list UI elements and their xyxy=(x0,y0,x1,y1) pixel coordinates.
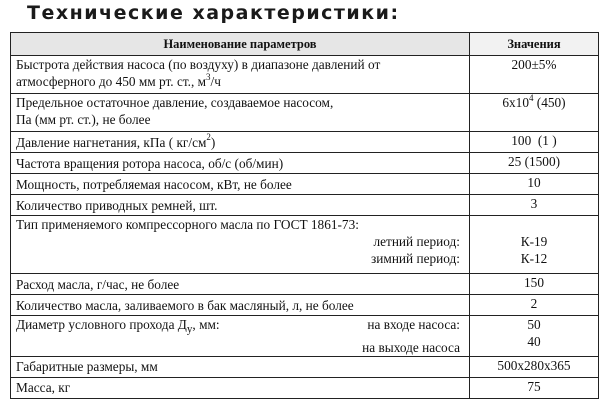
table-row xyxy=(11,174,599,195)
sub-label-winter: зимний период: xyxy=(371,251,460,266)
table-row xyxy=(11,153,599,174)
sub-label-summer: летний период: xyxy=(373,234,460,249)
param-cell xyxy=(11,216,470,274)
param-text: Тип применяемого компрессорного масла по ГОСТ 1861-73: xyxy=(16,217,359,232)
param-cell xyxy=(11,316,470,357)
specifications-table xyxy=(10,32,599,399)
value-exponent: 4 xyxy=(528,92,534,103)
table-row xyxy=(11,132,599,153)
sub-label-inlet: на входе насоса: xyxy=(367,317,460,332)
param-line: Предельное остаточное давление, создаваемое насосом, xyxy=(16,95,334,110)
table-row xyxy=(11,377,599,398)
column-header-values: Значения xyxy=(470,33,599,56)
subscript-index: у xyxy=(186,323,193,336)
value-cell: 100 (1 ) xyxy=(470,132,599,153)
value-tail: (450) xyxy=(533,95,566,110)
page-title: Технические характеристики: xyxy=(27,2,400,24)
value-winter: К-12 xyxy=(520,251,548,266)
param-cell: Частота вращения ротора насоса, об/с (об/мин) xyxy=(11,153,470,174)
param-line: атмосферного до 450 мм рт. ст., м xyxy=(16,74,207,89)
param-cell: Количество масла, заливаемого в бак масляный, л, не более xyxy=(11,295,470,316)
value-outlet: 40 xyxy=(527,334,541,349)
table-row xyxy=(11,195,599,216)
value-cell: 25 (1500) xyxy=(470,153,599,174)
param-line: Быстрота действия насоса (по воздуху) в диапазоне давлений от xyxy=(16,57,381,72)
column-header-parameters: Наименование параметров xyxy=(11,33,470,56)
param-cell: Расход масла, г/час, не более xyxy=(11,274,470,295)
param-text-tail: ) xyxy=(210,134,216,150)
param-cell: Мощность, потребляемая насосом, кВт, не более xyxy=(11,174,470,195)
param-cell xyxy=(11,56,470,94)
value-cell xyxy=(470,94,599,132)
value-inlet: 50 xyxy=(527,317,541,332)
sub-label-outlet: на выходе насоса xyxy=(362,339,460,355)
value-cell xyxy=(470,316,599,357)
value-cell: 500x280x365 xyxy=(470,356,599,377)
table-row xyxy=(11,94,599,132)
param-line-tail: /ч xyxy=(210,74,221,89)
param-cell xyxy=(11,94,470,132)
table-row xyxy=(11,216,599,274)
value-cell: 200±5% xyxy=(470,56,599,94)
param-line: Па (мм рт. ст.), не более xyxy=(16,112,151,127)
value-cell: 10 xyxy=(470,174,599,195)
param-cell: Количество приводных ремней, шт. xyxy=(11,195,470,216)
param-cell: Габаритные размеры, мм xyxy=(11,356,470,377)
unit-superscript: 3 xyxy=(206,71,211,82)
unit-superscript: 2 xyxy=(206,132,211,143)
table-row xyxy=(11,274,599,295)
table-row xyxy=(11,295,599,316)
param-text: Давление нагнетания, кПа ( кг/см xyxy=(16,134,207,150)
table-row xyxy=(11,316,599,357)
table-row xyxy=(11,56,599,94)
table-header-row xyxy=(11,33,599,56)
table-row xyxy=(11,356,599,377)
param-cell: Масса, кг xyxy=(11,377,470,398)
value-cell: 2 xyxy=(470,295,599,316)
value-cell xyxy=(470,216,599,274)
value-cell: 150 xyxy=(470,274,599,295)
param-cell xyxy=(11,132,470,153)
value-summer: К-19 xyxy=(520,234,548,249)
value-cell: 3 xyxy=(470,195,599,216)
value-cell: 75 xyxy=(470,377,599,398)
param-text: Диаметр условного прохода $Д_у$, мм: xyxy=(16,317,220,336)
value-mantissa: 6x10 xyxy=(502,95,529,110)
